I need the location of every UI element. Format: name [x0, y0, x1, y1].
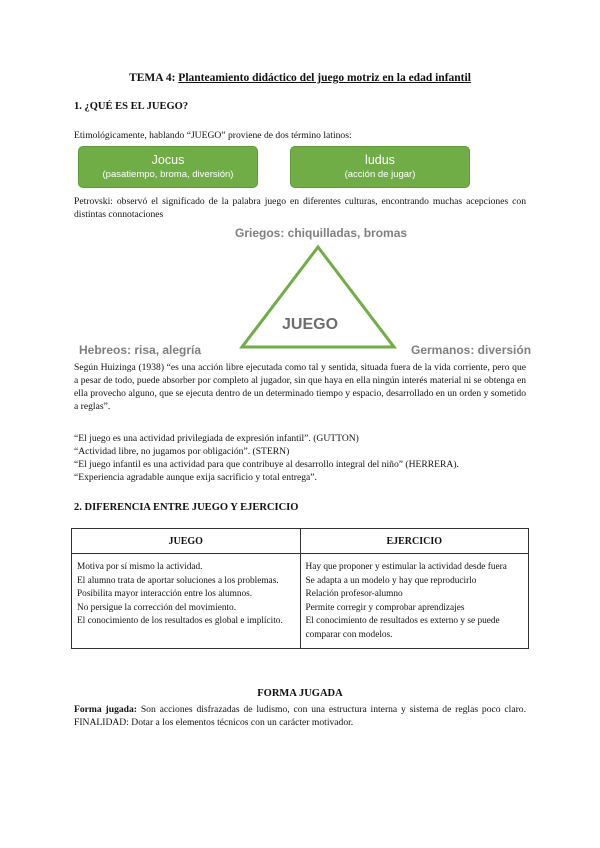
ejercicio-item: Hay que proponer y estimular la actividad desde fuera	[305, 562, 507, 572]
quote-gutton: “El juego es una actividad privilegiada de expresión infantil”. (GUTTON)	[74, 433, 359, 444]
title-main: Planteamiento didáctico del juego motriz en la edad infantil	[178, 72, 471, 84]
ejercicio-cell	[300, 554, 529, 649]
table-header-row	[72, 529, 529, 554]
ejercicio-item: Permite corregir y comprobar aprendizajes	[305, 602, 465, 613]
juego-item: Posibilita mayor interacción entre los alumnos.	[77, 589, 253, 599]
juego-triangle-diagram	[238, 243, 398, 351]
quote-herrera: “El juego infantil es una actividad para que contribuye al desarrollo integral del niño” (HERRERA).	[74, 459, 459, 470]
ludus-meaning: (acción de jugar)	[344, 169, 416, 180]
diagram-center-juego: JUEGO	[282, 316, 339, 333]
jocus-word: Jocus	[151, 153, 185, 167]
comparison-table	[71, 528, 529, 649]
juego-item: Motiva por sí mismo la actividad.	[77, 562, 203, 572]
table-header-juego: JUEGO	[72, 529, 301, 554]
huizinga-text: Según Huizinga (1938) “es una acción libre ejecutada como tal y sentida, situada fuera de la vida corriente, pero que a pesar de todo, puede absorber por completo al jugador, sin que haya en ella ningún interés material ni se obtenga en ella provecho alguno, que se ejecuta dentro de un determinado tiempo y espacio, desarrollado en un orden y sometido a reglas”.	[74, 362, 526, 412]
forma-jugada-term: Forma jugada:	[74, 704, 137, 715]
forma-jugada-text: Son acciones disfrazadas de ludismo, con una estructura interna y sistema de reglas poco claro. FINALIDAD: Dotar a los elementos técnicos con un carácter motivador.	[74, 704, 526, 728]
juego-cell	[72, 554, 301, 649]
title-prefix: TEMA 4:	[129, 72, 179, 84]
juego-item: El conocimiento de los resultados es global e implícito.	[77, 616, 283, 626]
petrovski-text: Petrovski: observó el significado de la palabra juego en diferentes culturas, encontrando muchas acepciones con distintas connotaciones	[74, 196, 526, 220]
forma-jugada-heading: FORMA JUGADA	[257, 688, 343, 699]
juego-item: No persigue la corrección del movimiento.	[77, 602, 237, 613]
juego-item: El alumno trata de aportar soluciones a los problemas.	[77, 575, 279, 586]
diagram-label-griegos: Griegos: chiquilladas, bromas	[235, 226, 408, 240]
jocus-box	[78, 146, 258, 188]
page-title	[0, 72, 600, 84]
diagram-label-germanos: Germanos: diversión	[411, 343, 532, 357]
section-2-heading: 2. DIFERENCIA ENTRE JUEGO Y EJERCICIO	[74, 502, 299, 513]
ludus-box	[290, 146, 470, 188]
quote-experiencia: “Experiencia agradable aunque exija sacrificio y total entrega”.	[74, 472, 317, 483]
ejercicio-item: Se adapta a un modelo y hay que reproducirlo	[305, 575, 477, 586]
quote-stern: “Actividad libre, no jugamos por obligación”. (STERN)	[74, 446, 290, 457]
etymology-text: Etimológicamente, hablando “JUEGO” proviene de dos término latinos:	[74, 130, 352, 141]
table-header-ejercicio: EJERCICIO	[300, 529, 529, 554]
quotes-list	[74, 432, 526, 484]
forma-jugada-paragraph	[74, 703, 526, 729]
section-1-heading: 1. ¿QUÉ ES EL JUEGO?	[74, 101, 189, 112]
diagram-label-hebreos: Hebreos: risa, alegría	[79, 343, 202, 357]
ejercicio-item: El conocimiento de resultados es externo y se puede comparar con modelos.	[305, 616, 500, 640]
ejercicio-item: Relación profesor-alumno	[305, 589, 403, 599]
ludus-word: ludus	[365, 153, 395, 167]
jocus-meaning: (pasatiempo, broma, diversión)	[102, 169, 234, 180]
table-row	[72, 554, 529, 649]
